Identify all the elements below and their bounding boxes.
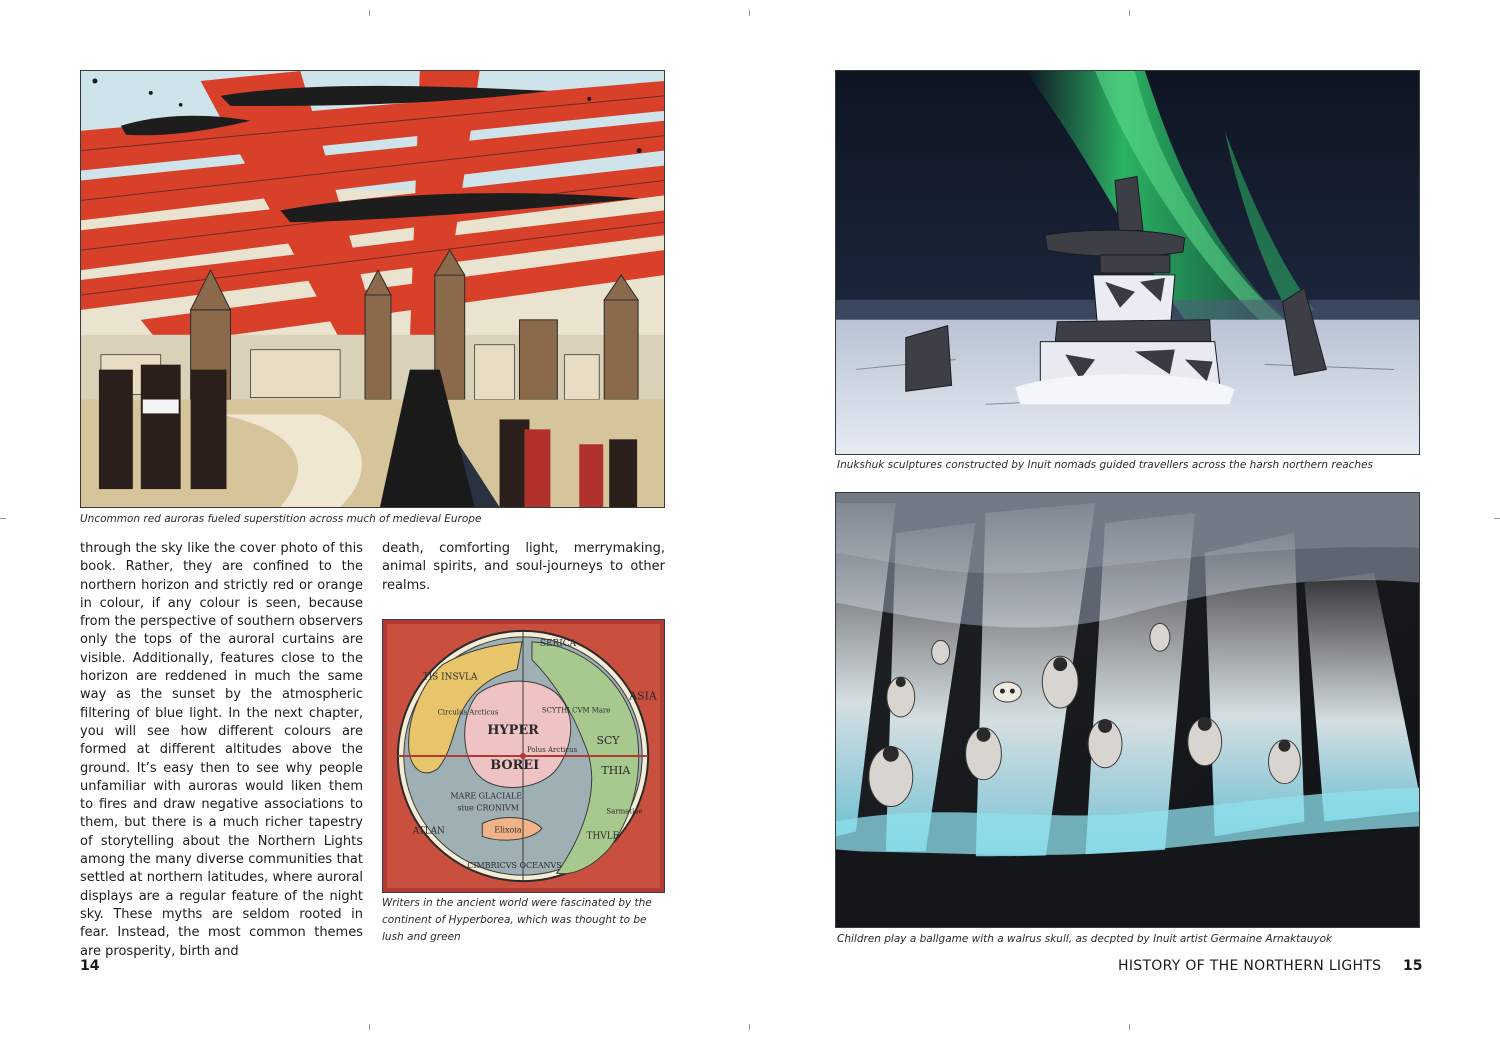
- map-label-serica: SERICA: [539, 638, 577, 649]
- hyperborea-map-illustration: [383, 620, 664, 892]
- inuit-ballgame-image: [835, 492, 1420, 928]
- crop-mark: [749, 1024, 750, 1030]
- page-number-right: 15: [1403, 958, 1423, 974]
- hyperborea-map-image: [382, 619, 665, 893]
- crop-mark: [749, 10, 750, 16]
- map-label-thule: THVLE: [586, 831, 620, 842]
- map-label-hyper: HYPER: [487, 723, 539, 739]
- crop-mark: [1129, 1024, 1130, 1030]
- crop-mark: [1494, 518, 1500, 519]
- crop-mark: [0, 518, 6, 519]
- map-label-scythicum: SCYTHI CVM Mare: [541, 706, 611, 715]
- inukshuk-aurora-photo: [836, 71, 1419, 454]
- medieval-aurora-image: [80, 70, 665, 508]
- crop-mark: [369, 1024, 370, 1030]
- map-label-borei: BOREI: [490, 757, 540, 773]
- crop-mark: [369, 10, 370, 16]
- map-label-sarmatia: Sarmatiae: [606, 807, 643, 816]
- map-label-scy: SCY: [596, 734, 620, 748]
- map-label-elixoia: Elixoia: [494, 825, 522, 835]
- crop-mark: [1129, 10, 1130, 16]
- map-label-atlan: ATLAN: [412, 826, 445, 837]
- medieval-aurora-caption: Uncommon red auroras fueled superstition across much of medieval Europe: [80, 513, 482, 525]
- page-number-left: 14: [80, 958, 100, 974]
- running-head: HISTORY OF THE NORTHERN LIGHTS: [1118, 958, 1382, 974]
- ballgame-caption: Children play a ballgame with a walrus skull, as decpted by Inuit artist Germaine Arnaktauyok: [837, 933, 1333, 945]
- body-text-column-2: death, comforting light, merrymaking, animal spirits, and soul-journeys to other realms.: [382, 541, 665, 593]
- inukshuk-caption: Inukshuk sculptures constructed by Inuit nomads guided travellers across the harsh northern reaches: [837, 459, 1373, 471]
- body-text-column-1: through the sky like the cover photo of this book. Rather, they are confined to the northern horizon and strictly red or orange in colour, if any colour is seen, because from the perspective of southern observers only the tops of the auroral curtains are visible. Additionally, features close to the horizon are reddened in much the same way as the sunset by the atmospheric filtering of blue light. In the next chapter, you will see how different colours are formed at different altitudes above the ground. It’s easy then to see why people unfamiliar with auroras would liken them to fires and draw negative associations to them, but there is a much richer tapestry of storytelling about the Northern Lights among the many diverse communities that settled at northern latitudes, where auroral displays are a regular feature of the night sky. These myths are seldom rooted in fear. Instead, the most common themes are prosperity, birth and: [80, 541, 363, 959]
- map-label-circulus: Circulus Arcticus: [437, 708, 499, 717]
- map-label-insula: TIS INSVLA: [422, 672, 478, 683]
- inuit-ballgame-painting: [836, 493, 1419, 927]
- inukshuk-aurora-image: [835, 70, 1420, 455]
- map-label-asia: ASIA: [629, 689, 657, 703]
- map-label-mare: MARE GLACIALE: [450, 791, 523, 801]
- map-label-polus: Polus Arcticus: [526, 746, 578, 755]
- map-label-thia: THIA: [601, 763, 631, 777]
- map-label-cimbricus: CIMBRICVS OCEANVS: [467, 861, 562, 871]
- map-label-cronium: siue CRONIVM: [457, 803, 519, 813]
- hyperborea-map-caption: Writers in the ancient world were fascinated by the continent of Hyperborea, which was thought to be lush and green: [382, 897, 652, 943]
- medieval-aurora-illustration: [81, 71, 664, 507]
